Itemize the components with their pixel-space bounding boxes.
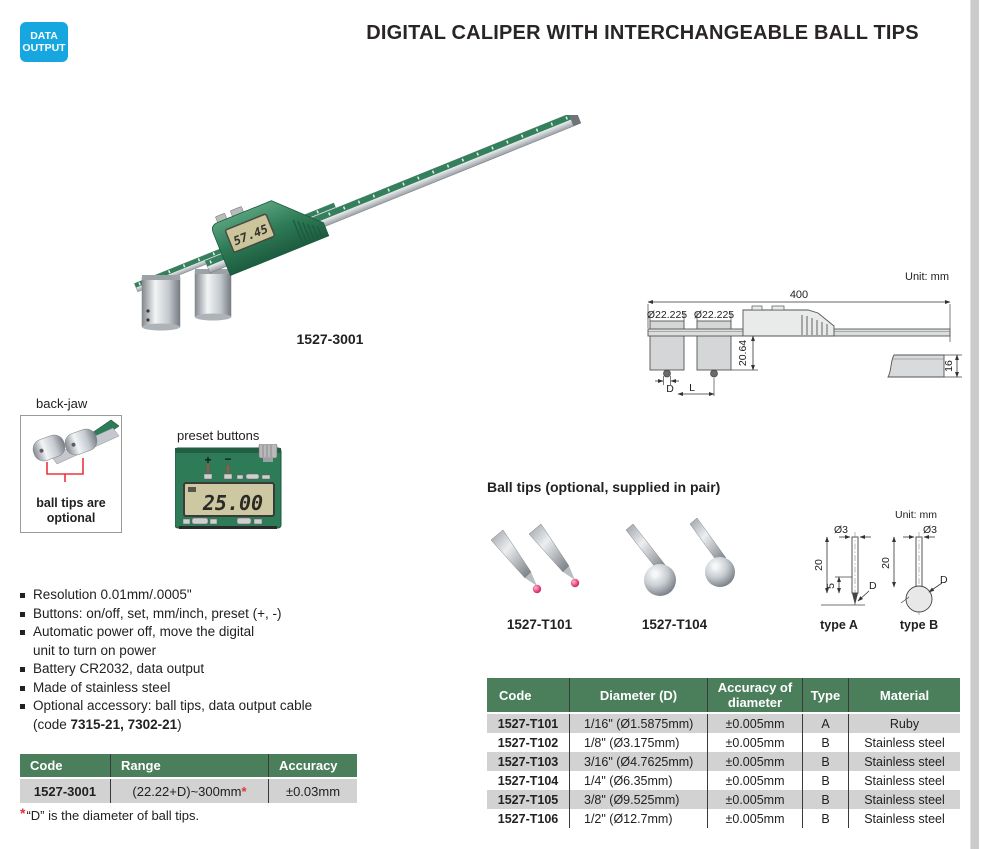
feature-list [20,586,460,734]
lcd-value: 57.45 [231,221,271,249]
drawing-unit-label: Unit: mm [905,271,949,283]
plus-mark: + [204,453,212,467]
footnote-asterisk: * [20,805,26,821]
list-item: Made of stainless steel [20,679,460,698]
dim-beam-16: 16 [943,360,955,372]
page-edge-stripe [970,0,979,849]
ball-tip-holders [142,269,231,331]
type-b-d: D [940,574,948,586]
list-item: Battery CR2032, data output [20,660,460,679]
dim-d: D [666,383,674,395]
caliper-beam [191,115,584,282]
table-row: 1527-T101 1/16" (Ø1.5875mm) ±0.005mm A Ruby [487,714,960,733]
dim-dia2: Ø22.225 [693,309,735,321]
page-title: DIGITAL CALIPER WITH INTERCHANGEABLE BALL TIPS [366,22,919,44]
range-table-header [20,754,357,777]
dim-l: L [689,382,695,394]
cell-range: (22.22+D)~300mm * [110,779,268,803]
col-header-accuracy: Accuracy [268,754,357,777]
data-output-badge [20,22,68,62]
dim-400: 400 [789,289,809,301]
digital-unit [208,180,329,275]
ball-tips-table [487,678,960,828]
list-item: Buttons: on/off, set, mm/inch, preset (+, -) [20,605,460,624]
type-a-sub: 5 [825,583,837,589]
ball-tip-t104-label: 1527-T104 [641,617,708,632]
back-jaw-caption: ball tips are optional [36,496,106,525]
table-row: 1527-T104 1/4" (Ø6.35mm) ±0.005mm B Stainless steel [487,771,960,790]
caliper-product-photo [105,115,625,335]
col-header-code: Code [20,754,110,777]
table-row: 1527-T105 3/8" (Ø9.525mm) ±0.005mm B Stainless steel [487,790,960,809]
table-row: 1527-T102 1/8" (Ø3.175mm) ±0.005mm B Stainless steel [487,733,960,752]
tips-unit-label: Unit: mm [895,509,937,521]
technical-drawing [622,268,974,408]
preset-lcd-value: 25.00 [202,491,264,515]
product-code-label: 1527-3001 [296,331,364,347]
range-table [20,754,357,803]
badge-line2: OUTPUT [22,42,66,54]
type-b-dia: Ø3 [922,524,938,536]
range-table-row [20,779,357,803]
ball-tips-table-header: Code Diameter (D) Accuracy of diameter Type Material [487,678,960,712]
badge-line1: DATA [30,29,58,42]
cell-accuracy: ±0.03mm [268,779,357,803]
type-b-len: 20 [880,557,892,569]
type-b-label: type B [899,618,939,632]
table-row: 1527-T103 3/16" (Ø4.7625mm) ±0.005mm B Stainless steel [487,752,960,771]
ball-tip-type-diagrams [797,505,975,637]
back-jaw-figure [20,415,122,533]
col-header-range: Range [110,754,268,777]
back-jaw-label: back-jaw [36,396,88,411]
back-jaw-photo [21,416,119,488]
pointer-lines [47,458,83,482]
minus-mark: − [224,452,232,466]
list-item: Resolution 0.01mm/.0005" [20,586,460,605]
ball-tip-t101-photo [487,520,592,613]
type-a-len: 20 [813,559,825,571]
dim-height: 20.64 [737,339,749,367]
ball-tip-t101-label: 1527-T101 [506,617,573,632]
list-item: Optional accessory: ball tips, data output cable (code 7315-21, 7302-21) [20,697,460,734]
preset-buttons-photo [175,444,285,531]
type-a-d: D [869,580,877,592]
cell-code: 1527-3001 [20,779,110,803]
type-a-dia: Ø3 [833,524,849,536]
type-a-label: type A [820,618,858,632]
ball-tips-heading: Ball tips (optional, supplied in pair) [487,479,721,495]
table-row: 1527-T106 1/2" (Ø12.7mm) ±0.005mm B Stainless steel [487,809,960,828]
list-item: Automatic power off, move the digital unit to turn on power [20,623,460,660]
ball-tip-t104-photo [602,516,747,613]
dim-dia1: Ø22.225 [646,309,688,321]
preset-buttons-label: preset buttons [177,428,260,443]
footnote: *“D” is the diameter of ball tips. [20,805,200,823]
